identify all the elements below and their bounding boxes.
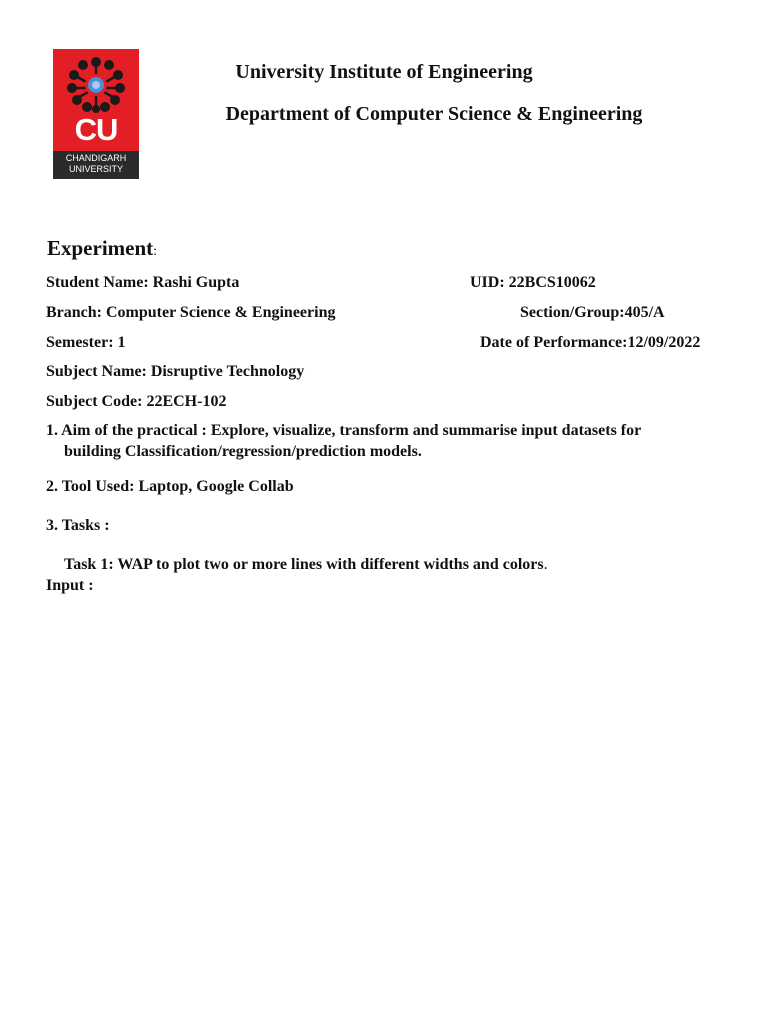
student-uid: UID: 22BCS10062 [470, 274, 596, 291]
branch: Branch: Computer Science & Engineering [46, 304, 336, 321]
task-1-period: . [543, 556, 548, 573]
tool-used: 2. Tool Used: Laptop, Google Collab [46, 478, 294, 495]
aim-line-2: building Classification/regression/prediction models. [64, 443, 422, 460]
department-title: Department of Computer Science & Engineering [225, 103, 643, 125]
experiment-label: Experiment [47, 236, 154, 260]
date-of-performance: Date of Performance:12/09/2022 [480, 334, 701, 351]
experiment-heading [47, 236, 157, 261]
logo-text-line2: UNIVERSITY [68, 164, 123, 174]
semester: Semester: 1 [46, 334, 126, 351]
student-name: Student Name: Rashi Gupta [46, 274, 240, 291]
task-1-text: Task 1: WAP to plot two or more lines with different widths and colors [64, 556, 544, 573]
task-1 [64, 555, 548, 575]
logo-monogram: CU [74, 112, 118, 147]
subject-name: Subject Name: Disruptive Technology [46, 363, 305, 380]
subject-code: Subject Code: 22ECH-102 [46, 393, 227, 410]
institute-title: University Institute of Engineering [235, 61, 533, 83]
tasks-heading: 3. Tasks : [46, 517, 110, 534]
section-group: Section/Group:405/A [520, 304, 665, 321]
aim-line-1: 1. Aim of the practical : Explore, visualize, transform and summarise input datasets for [46, 422, 642, 439]
input-label: Input : [46, 577, 94, 594]
logo-text-line1: CHANDIGARH [65, 153, 127, 163]
experiment-colon: : [153, 244, 158, 259]
